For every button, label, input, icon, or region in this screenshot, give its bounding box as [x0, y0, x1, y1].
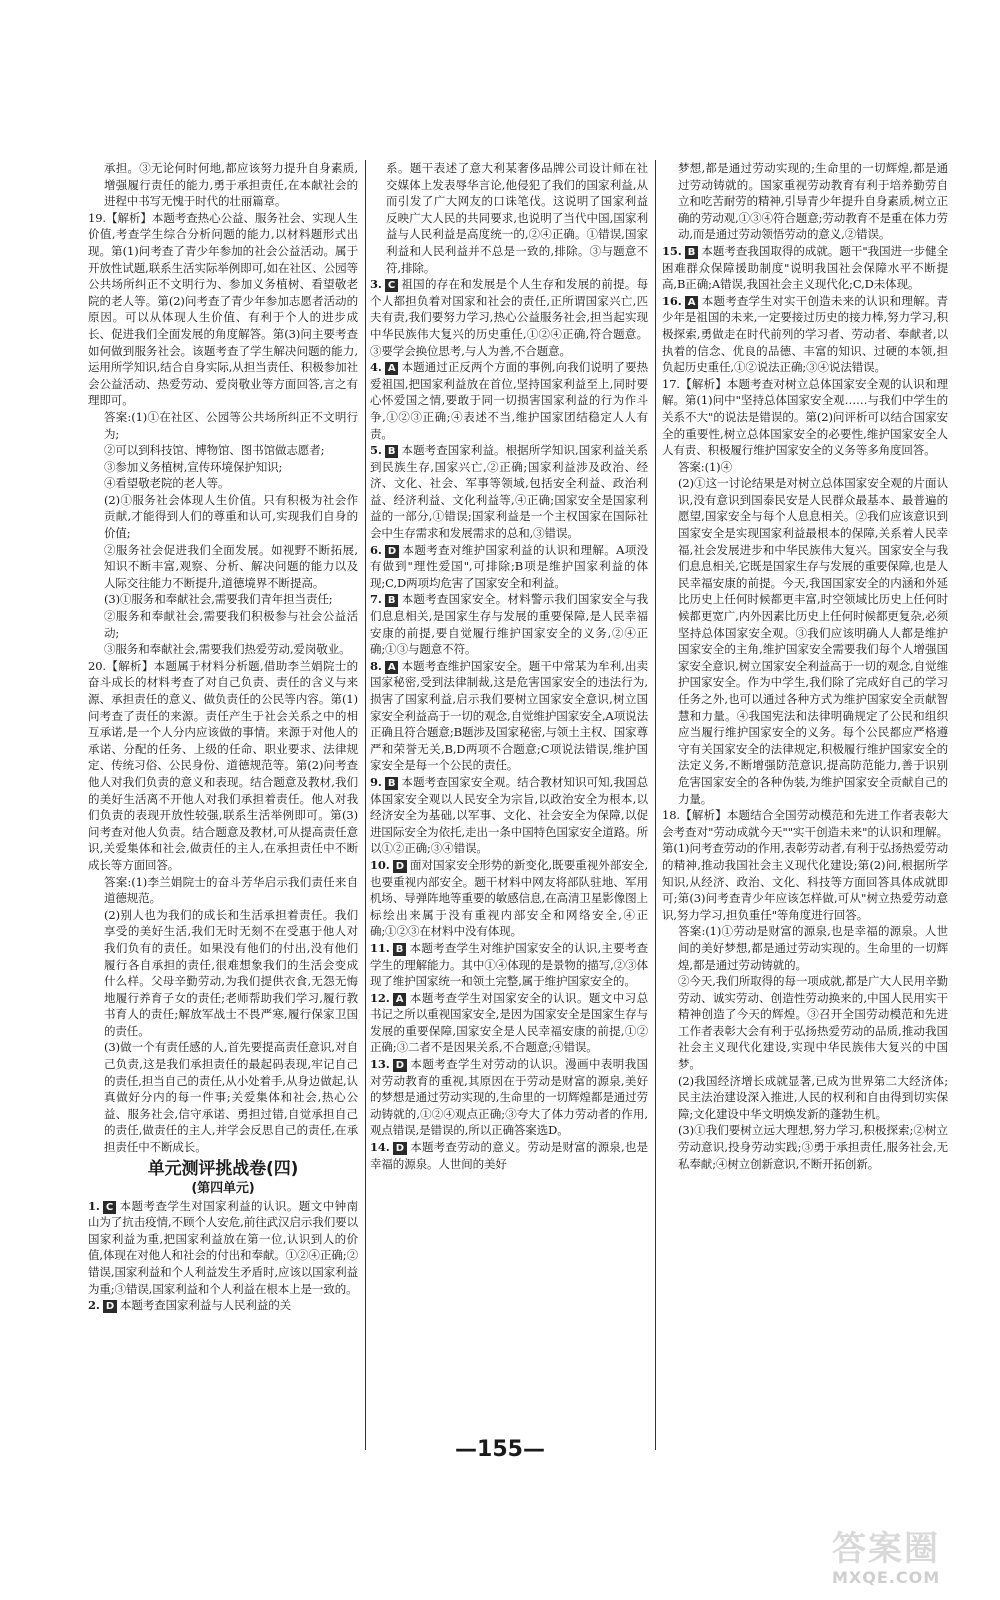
question-number: 10.: [370, 857, 390, 872]
answer-badge: A: [685, 296, 699, 309]
paragraph: [370, 857, 648, 940]
answer-badge: A: [393, 993, 407, 1006]
question-number: 5.: [370, 443, 382, 458]
paragraph: [88, 1297, 358, 1314]
question-number: 4.: [370, 360, 382, 375]
paragraph: [370, 442, 648, 542]
paragraph: [370, 658, 648, 774]
paragraph: (3)①服务和奉献社会,需要我们青年担当责任;: [104, 592, 333, 607]
answer-text: 本题考查维护国家安全。题干中常某为牟利,出卖国家秘密,受到法律制裁,这是危害国家安全的违法行为,损害了国家利益,启示我们要树立国家安全意识,树立国家安全利益高于一切的观念,自觉维护国家安全,A项说法正确且符合题意;B题涉及国家秘密,与领土主权、国家尊严和荣誉无关,B,D两项不合题意;C项说法错误,维护国家安全是每一个公民的责任。: [370, 658, 648, 773]
question-number: 7.: [370, 592, 382, 607]
paragraph: 20.【解析】本题属于材料分析题,借助李兰娟院士的奋斗成长的材料考查了对自己负责、责任的含义与来源、承担责任的意义、做负责任的公民等内容。第(1)问考查了责任的来源。责任产生于社会关系之中的相互承诺,是一个人分内应该做的事情。来源于对他人的承诺、分配的任务、上级的任命、职业要求、法律规定、传统习俗、公民身份、道德规范等。第(2)问考查他人对我们负责的意义和表现。结合题意及教材,我们的美好生活离不开他人对我们承担着责任。他人对我们负责的表现开放性较强,联系生活举例即可。第(3)问考查对他人负责。结合题意及教材,可从提高责任意识,关爱集体和社会,做责任的主人,在承担责任中不断成长等方面回答。: [88, 658, 358, 872]
answer-text: 本题考查学生对劳动的认识。漫画中表明我国对劳动教育的重视,其原因在于劳动是财富的源泉,美好的梦想是通过劳动实现的,生命里的一切辉煌都是通过劳动铸就的,①②④观点正确;③夸大了体力劳动者的作用,观点错误,是错误的,所以正确答案选D。: [370, 1057, 648, 1138]
answer-text: 本题考查学生对国家利益的认识。题文中钟南山为了抗击疫情,不顾个人安危,前往武汉启示我们要以国家利益为重,把国家利益放在第一位,认识到人的价值,体现在对他人和社会的付出和奉献。①②④正确;②错误,国家利益和个人利益发生矛盾时,应该以国家利益为重;③错误,国家利益和个人利益在根本上是一致的。: [88, 1198, 358, 1296]
column-divider: [655, 160, 656, 1450]
paragraph: [370, 591, 648, 657]
answer-text: 本题考查我国取得的成就。题干"我国进一步健全困难群众保障援助制度"说明我国社会保障水平不断提高,B正确;A错误,我国社会主义现代化;C,D未体现。: [662, 243, 948, 292]
answer-text: 本题考查国家安全。材料警示我们国家安全与我们息息相关,是国家生存与发展的重要保障,是人民幸福安康的前提,要自觉履行维护国家安全的义务,②④正确;①③与题意不符。: [370, 592, 648, 657]
paragraph: [370, 542, 648, 592]
question-number: 8.: [370, 658, 382, 673]
answer-badge: C: [385, 279, 398, 292]
watermark-logo: 答案圈: [832, 1529, 940, 1569]
paragraph: ④看望敬老院的老人等。: [104, 476, 230, 491]
paragraph: (3)①我们要树立远大理想,努力学习,积极探索;②树立劳动意识,投身劳动实践;③勇于承担责任,服务社会,无私奉献;④树立创新意识,不断开拓创新。: [678, 1123, 948, 1171]
paragraph: 19.【解析】本题考查热心公益、服务社会、实现人生价值,考查学生综合分析问题的能力,以材料题形式出现。第(1)问考查了青少年参加的社会公益活动。属于开放性试题,联系生活实际举例即可,如在社区、公园等公共场所纠正不文明行为、参加义务植树、看望敬老院的老人等。第(2)问考查了青少年参加志愿者活动的原因。可以从体现人生价值、有利于个人的进步成长、促进我们全面发展的角度解答。第(3)问主要考查如何做到服务社会。该题考查了学生解决问题的能力,运用所学知识,结合自身实际,从担当责任、积极参加社会公益活动、热爱劳动、爱岗敬业等方面回答,言之有理即可。: [88, 210, 358, 408]
watermark-url: MXQE.COM: [832, 1568, 941, 1587]
question-number: 16.: [662, 293, 682, 308]
paragraph: [662, 293, 948, 376]
answer-badge: B: [385, 445, 399, 458]
answer-badge: D: [393, 860, 407, 873]
page-number: —155—: [455, 1437, 545, 1462]
paragraph: ②服务社会促进我们全面发展。如视野不断拓展,知识不断丰富,观察、分析、解决问题的能力以及人际交往能力不断提升,道德境界不断提高。: [104, 542, 358, 590]
column-divider: [365, 160, 366, 1450]
watermark: [832, 1530, 982, 1592]
answer-badge: B: [385, 594, 399, 607]
section-title: 单元测评挑战卷(四): [147, 1158, 299, 1179]
paragraph: (2)我国经济增长成就显著,已成为世界第二大经济体;民主法治建设深入推进,人民的权利和自由得到切实保障;文化建设中华文明焕发新的蓬勃生机。: [678, 1073, 948, 1121]
paragraph: ③参加义务植树,宣传环境保护知识;: [104, 459, 283, 474]
paragraph: 18.【解析】本题结合全国劳动模范和先进工作者表彰大会考查对"劳动成就今天""实干创造未来"的认识和理解。第(1)问考查劳动的作用,表彰劳动者,有利于弘扬热爱劳动的精神,推动我国社会主义现代化建设;第(2)问,根据所学知识,从经济、政治、文化、科技等方面回答具体成就即可;第(3)问考查青少年应该怎样做,可从"树立热爱劳动意识,努力学习,担负重任"等角度进行回答。: [662, 808, 948, 922]
answer-text: 面对国家安全形势的新变化,既要重视外部安全,也要重视内部安全。题干材料中网友将部队驻地、军用机场、导弹阵地等重要的敏感信息,在高清卫星影像图上标绘出来属于没有重视内部安全和网络安全,④正确;①②③在材料中没有体现。: [370, 857, 648, 939]
text-column-2: [370, 160, 648, 1438]
paragraph: [370, 1139, 648, 1172]
paragraph: [370, 1056, 648, 1139]
answer-text: 本题考查学生对维护国家安全的认识,主要考查学生的理解能力。其中①④体现的是景物的描写,②③体现了维护国家统一和领土完整,属于维护国家安全的。: [370, 940, 648, 989]
answer-text: 本题考查劳动的意义。劳动是财富的源泉,也是幸福的源泉。人世间的美好: [370, 1140, 648, 1171]
answer-text: 本题考查学生对实干创造未来的认识和理解。青少年是祖国的未来,一定要接过历史的接力棒,努力学习,积极探索,勇做走在时代前列的学习者、劳动者、奉献者,以执着的信念、优良的品德、丰富的知识、过硬的本领,担负起历史重任,①②说法正确;③④说法错误。: [662, 293, 948, 375]
paragraph: 答案:(1)④: [678, 459, 732, 474]
paragraph: [370, 774, 648, 857]
text-column-1: [88, 160, 358, 1438]
paragraph: 17.【解析】本题考查对树立总体国家安全观的认识和理解。第(1)问中"坚持总体国家安全观……与我们中学生的关系不大"的说法是错误的。第(2)问评析可以结合国家安全的重要性,树立总体国家安全的必要性,维护国家安全人人有责、积极履行维护国家安全的义务等多角度回答。: [662, 376, 948, 458]
paragraph: (2)别人也为我们的成长和生活承担着责任。我们享受的美好生活,我们无时无刻不在受惠于他人对我们负有的责任。如果没有他们的付出,没有他们履行各自承担的责任,很难想象我们的生活会变成什么样。父母辛勤劳动,为我们提供衣食,无怨无悔地履行养育子女的责任;老师帮助我们学习,履行教书育人的责任;解放军战士不畏严寒,履行保家卫国的责任。: [104, 907, 358, 1038]
question-number: 12.: [370, 990, 390, 1005]
paragraph: [370, 940, 648, 990]
answer-badge: D: [393, 1142, 407, 1155]
paragraph: ③服务和奉献社会,需要我们热爱劳动,爱岗敬业。: [104, 642, 351, 657]
answer-badge: C: [103, 1201, 116, 1214]
paragraph: (2)①这一讨论结果是对树立总体国家安全观的片面认识,没有意识到国泰民安是人民群众最基本、最普遍的愿望,国家安全与每个人息息相关。②我们应该意识到国家安全是实现国家利益最根本的保障,关系着人民幸福,社会发展进步和中华民族伟大复兴。国家安全与我们息息相关,它既是国家生存与发展的重要保障,也是人民幸福安康的前提。今天,我国国家安全的内涵和外延比历史上任何时候都更丰富,时空领域比历史上任何时候都更宽广,内外因素比历史上任何时候都更复杂,必须坚持总体国家安全观。③我们应该明确人人都是维护国家安全的主角,维护国家安全需要我们每个人增强国家安全意识,树立国家安全利益高于一切的观念,自觉维护国家安全。作为中学生,我们除了完成好自己的学习任务之外,也可以通过各种方式为维护国家安全贡献智慧和力量。④我国宪法和法律明确规定了公民和组织应当履行维护国家安全的义务。每个公民都应严格遵守有关国家安全的法律规定,积极履行维护国家安全的法定义务,不断增强防范意识,提高防范能力,善于识别危害国家安全的各种伪装,为维护国家安全贡献自己的力量。: [678, 476, 948, 806]
answer-text: 祖国的存在和发展是个人生存和发展的前提。每个人都担负着对国家和社会的责任,正所谓国家兴亡,匹夫有责,我们要努力学习,热心公益服务社会,担当起实现中华民族伟大复兴的历史重任,①②④正确,符合题意。③要学会换位思考,与人为善,不合题意。: [370, 277, 648, 358]
answer-badge: A: [385, 362, 399, 375]
paragraph: 承担。③无论何时何地,都应该努力提升自身素质,增强履行责任的能力,勇于承担责任,在本献社会的进程中书写无愧于时代的壮丽篇章。: [104, 161, 358, 209]
question-number: 3.: [370, 277, 382, 292]
paragraph: [370, 990, 648, 1056]
answer-badge: D: [103, 1300, 117, 1313]
answer-text: 本题考查学生对国家安全的认识。题文中习总书记之所以重视国家安全,是因为国家安全是国家生存与发展的重要保障,国家安全是人民幸福安康的前提,①②正确;③二者不是因果关系,不合题意;④错误。: [370, 990, 648, 1055]
question-number: 2.: [88, 1298, 100, 1313]
answer-badge: B: [385, 777, 399, 790]
paragraph: [370, 359, 648, 442]
paragraph: 答案:(1)①劳动是财富的源泉,也是幸福的源泉。人世间的美好梦想,都是通过劳动实现的。生命里的一切辉煌,都是通过劳动铸就的。: [678, 924, 948, 972]
paragraph: ②可以到科技馆、博物馆、图书馆做志愿者;: [104, 443, 325, 458]
question-number: 14.: [370, 1140, 390, 1155]
answer-badge: A: [385, 661, 399, 674]
paragraph: 答案:(1)李兰娟院士的奋斗芳华启示我们责任来自道德规范。: [104, 874, 358, 906]
answer-badge: B: [685, 246, 699, 259]
question-number: 15.: [662, 243, 682, 258]
question-number: 11.: [370, 940, 390, 955]
paragraph: (2)①服务社会体现人生价值。只有积极为社会作贡献,才能得到人们的尊重和认可,实现我们自身的价值;: [104, 492, 358, 541]
question-number: 6.: [370, 542, 382, 557]
paragraph: [370, 276, 648, 359]
question-number: 1.: [88, 1198, 100, 1213]
answer-text: 本题考查对维护国家利益的认识和理解。A项没有做到"理性爱国",可排除;B项是维护国家利益的体现;C,D两项均危害了国家安全和利益。: [370, 542, 648, 590]
paragraph: 答案:(1)①在社区、公园等公共场所纠正不文明行为;: [104, 409, 358, 441]
section-subtitle: (第四单元): [191, 1180, 255, 1196]
text-column-3: [662, 160, 948, 1438]
answer-text: 本题考查国家安全观。结合教材知识可知,我国总体国家安全观以人民安全为宗旨,以政治安全为根本,以经济安全为基础,以军事、文化、社会安全为保障,以促进国际安全为依托,走出一条中国特色国家安全道路。所以①②正确;③④错误。: [370, 774, 648, 856]
paragraph: 系。题干表述了意大利某奢侈品牌公司设计师在社交媒体上发表辱华言论,他侵犯了我们的国家利益,从而引发了广大网友的口诛笔伐。这说明了国家利益反映广大人民的共同要求,也说明了当代中国,国家利益与人民利益是高度统一的,②④正确。①错误,国家利益和人民利益并不总是一致的,排除。③与题意不符,排除。: [386, 161, 648, 275]
answer-text: 本题考查国家利益。根据所学知识,国家利益关系到民族生存,国家兴亡,②正确;国家利益涉及政治、经济、文化、社会、军事等领域,包括安全利益、政治利益、经济利益、文化利益等,④正确;国家安全是国家利益的一部分,①错误;国家利益是一个主权国家在国际社会中生存需求和发展需求的总和,③错误。: [370, 443, 648, 541]
paragraph: 梦想,都是通过劳动实现的;生命里的一切辉煌,都是通过劳动铸就的。国家重视劳动教育有利于培养勤劳自立和吃苦耐劳的精神,引导青少年提升自身素质,树立正确的劳动观,①③④符合题意;劳动教育不是重在体力劳动,而是通过劳动领悟劳动的意义,②错误。: [678, 161, 948, 242]
question-number: 9.: [370, 774, 382, 789]
paragraph: [88, 1198, 358, 1298]
paragraph: (3)做一个有责任感的人,首先要提高责任意识,对自己负责,这是我们承担责任的最起码表现,牢记自己的责任,担当自己的责任,从小处着手,从身边做起,认真做好分内的每一件事;关爱集体和社会,热心公益、服务社会,信守承诺、勇担过错,自觉承担自己的责任,做责任的主人,并学会反思自己的责任,在承担责任中不断成长。: [104, 1040, 358, 1155]
paragraph: ②今天,我们所取得的每一项成就,都是广大人民用辛勤劳动、诚实劳动、创造性劳动换来的,中国人民用实干精神创造了今天的辉煌。③召开全国劳动模范和先进工作者表彰大会有利于弘扬热爱劳动的品质,推动我国社会主义现代化建设,实现中华民族伟大复兴的中国梦。: [678, 974, 948, 1072]
paragraph: ②服务和奉献社会,需要我们积极参与社会公益活动;: [104, 609, 358, 640]
answer-text: 本题通过正反两个方面的事例,向我们说明了要热爱祖国,把国家利益放在首位,坚持国家利益至上,同时要心怀爱国之情,要敢于同一切损害国家利益的行为作斗争,①②③正确;④表述不当,维护国家团结稳定人人有责。: [370, 360, 648, 441]
answer-badge: D: [393, 1059, 407, 1072]
question-number: 13.: [370, 1057, 390, 1072]
answer-badge: D: [385, 545, 399, 558]
answer-text: 本题考查国家利益与人民利益的关: [120, 1298, 292, 1313]
answer-badge: B: [393, 943, 407, 956]
paragraph: [662, 243, 948, 293]
